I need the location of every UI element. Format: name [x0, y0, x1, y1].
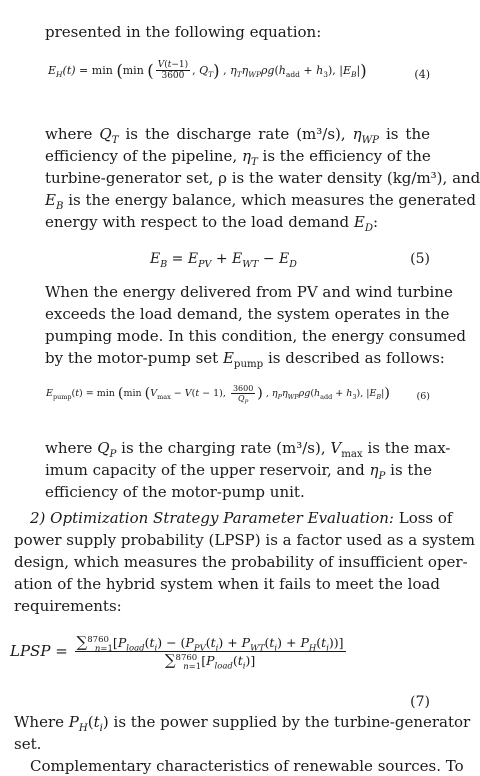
text-line: exceeds the load demand, the system operates in the [45, 305, 450, 323]
text-line: Complementary characteristics of renewable sources. To [30, 757, 464, 775]
text-line: pumping mode. In this condition, the energy consumed [45, 327, 466, 345]
text-line: efficiency of the motor-pump unit. [45, 483, 305, 501]
equation-6: $E_{pump}(t) = \min (\min$ ($V_{max} - V(t - 1)$, $\frac{3600}{Q_P}$ ) , $\eta_P\eta_{WP}\rho g(h_{add} + h_3)$, $|E_B|$) [46, 384, 390, 406]
text-line: Where $P_H(t_i)$ is the power supplied by the turbine-generator [14, 713, 471, 734]
text-line: imum capacity of the upper reservoir, and $\eta_P$ is the [45, 461, 432, 482]
text-line: design, which measures the probability of insufficient oper- [14, 553, 468, 571]
text-line: turbine-generator set, ρ is the water density (kg/m³), and [45, 169, 480, 187]
text-line: energy with respect to the load demand $E_D$: [45, 213, 379, 234]
text-line: requirements: [14, 597, 122, 615]
text-line: set. [14, 735, 42, 753]
section-heading: 2) Optimization Strategy Parameter Evaluation: [30, 509, 394, 527]
text-line: $E_B$ is the energy balance, which measures the generated [45, 191, 477, 212]
text-line: presented in the following equation: [45, 23, 322, 41]
equation-6-number: (6) [416, 391, 430, 402]
text-line: When the energy delivered from PV and wind turbine [45, 283, 453, 301]
equation-5: $E_B = E_{PV} + E_{WT} - E_D$ [150, 251, 297, 270]
text-line: where $Q_T$ is the discharge rate (m³/s), $\eta_{WP}$ is the [45, 125, 430, 146]
equation-7: LPSP = $\frac{\sum^{8760}_{n=1}[P_{load}(t_i) - (P_{PV}(t_i) + P_{WT}(t_i) + P_H(t_i))]}{\sum^{8760}_{n=1}[P_{load}(t_i)]}$ [10, 633, 344, 672]
text-line: where $Q_P$ is the charging rate (m³/s), $V_{max}$ is the max- [45, 439, 451, 460]
section-heading-line: 2) Optimization Strategy Parameter Evaluation: Loss of [30, 509, 453, 527]
equation-4-number: (4) [414, 68, 430, 81]
equation-4: $E_H(t) = \min (\min$ ( $\frac{V(t-1)}{3600}$ , $Q_T$) , $\eta_T\eta_{WP}\rho g(h_{add} + h_3)$, $|E_B|$) [48, 60, 367, 82]
equation-5-number: (5) [410, 251, 430, 267]
text-line: ation of the hybrid system when it fails to meet the load [14, 575, 441, 593]
equation-7-number: (7) [410, 694, 430, 710]
text-line: efficiency of the pipeline, $\eta_T$ is the efficiency of the [45, 147, 431, 168]
text-line: power supply probability (LPSP) is a factor used as a system [14, 531, 475, 549]
text-line: by the motor-pump set $E_{pump}$ is described as follows: [45, 349, 445, 370]
